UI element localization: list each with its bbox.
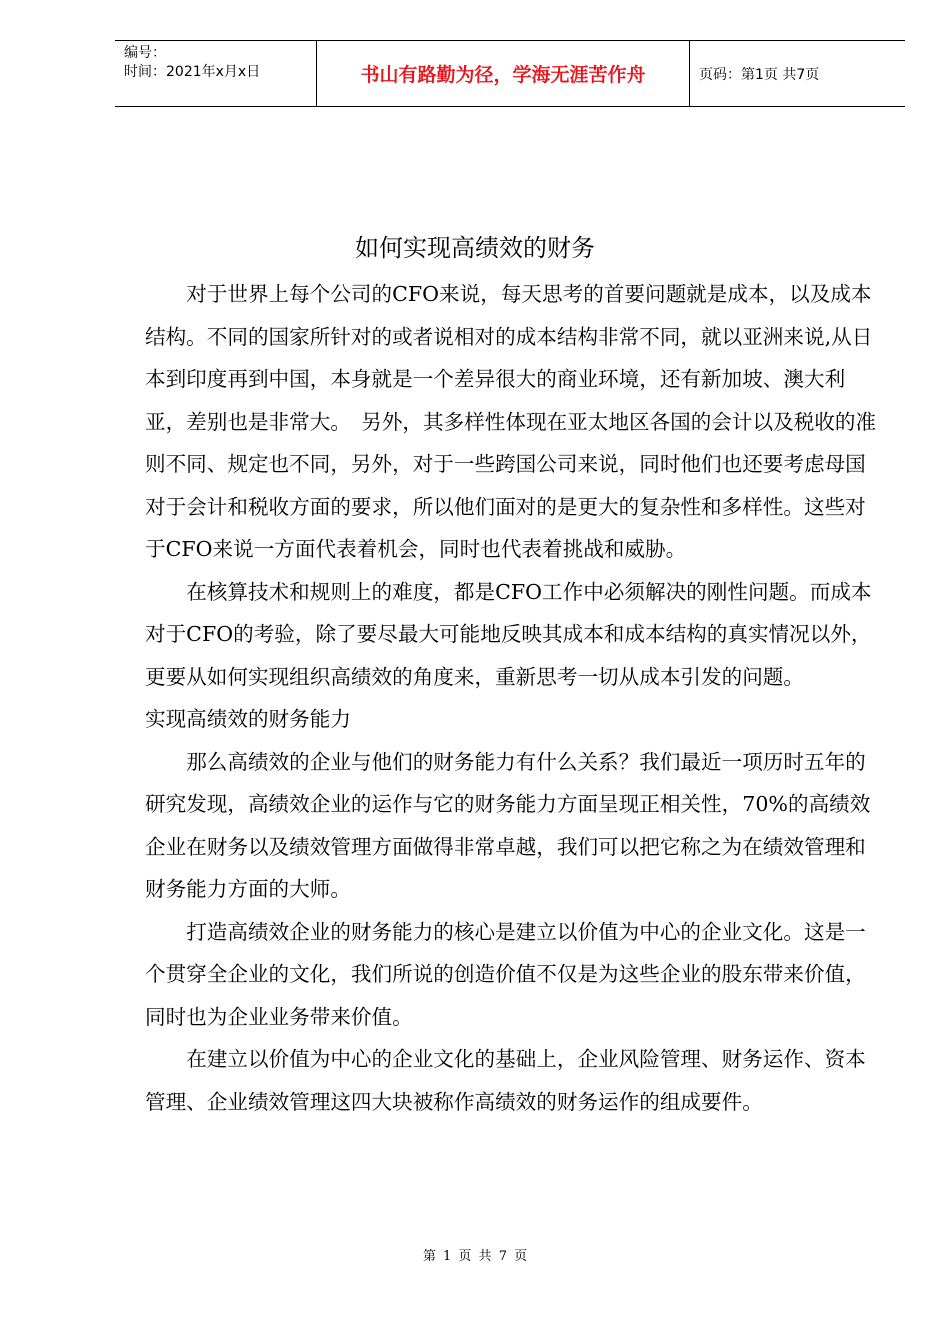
paragraph: 那么高绩效的企业与他们的财务能力有什么关系？我们最近一项历时五年的研究发现，高绩效企业的运作与它的财务能力方面呈现正相关性，70%的高绩效企业在财务以及绩效管理方面做得非常卓越，我们可以把它称之为在绩效管理和财务能力方面的大师。 xyxy=(145,749,871,901)
header-meta-cell xyxy=(115,41,316,106)
paragraph: 在建立以价值为中心的企业文化的基础上，企业风险管理、财务运作、资本管理、企业绩效管理这四大块被称作高绩效的财务运作的组成要件。 xyxy=(145,1047,866,1114)
document-title: 如何实现高绩效的财务 xyxy=(355,234,595,262)
page-footer: 第 1 页 共 7 页 xyxy=(422,1249,528,1264)
header-page-label: 页码：第1页 共7页 xyxy=(699,66,820,83)
header-table xyxy=(115,40,905,107)
header-motto: 书山有路勤为径，学海无涯苦作舟 xyxy=(316,41,690,106)
paragraph: 对于世界上每个公司的CFO来说，每天思考的首要问题就是成本，以及成本结构。不同的国家所针对的或者说相对的成本结构非常不同，就以亚洲来说,从日本到印度再到中国，本身就是一个差异很大的商业环境，还有新加坡、澳大利亚，差别也是非常大。 另外，其多样性体现在亚太地区各国的会计以及税收的准则不同、规定也不同，另外，对于一些跨国公司来说，同时他们也还要考虑母国对于会计和税收方面的要求，所以他们面对的是更大的复杂性和多样性。这些对于CFO来说一方面代表着机会，同时也代表着挑战和威胁。 xyxy=(145,282,877,561)
paragraph: 在核算技术和规则上的难度，都是CFO工作中必须解决的刚性问题。而成本对于CFO的考验，除了要尽最大可能地反映其成本和成本结构的真实情况以外，更要从如何实现组织高绩效的角度来，重新思考一切从成本引发的问题。 xyxy=(145,579,872,689)
document-body xyxy=(145,273,880,1123)
paragraph: 打造高绩效企业的财务能力的核心是建立以价值为中心的企业文化。这是一个贯穿全企业的文化，我们所说的创造价值不仅是为这些企业的股东带来价值，同时也为企业业务带来价值。 xyxy=(145,919,866,1029)
document-time-label: 时间：2021年x月x日 xyxy=(124,64,261,80)
document-number-label: 编号： xyxy=(124,45,166,61)
section-heading: 实现高绩效的财务能力 xyxy=(145,707,351,731)
